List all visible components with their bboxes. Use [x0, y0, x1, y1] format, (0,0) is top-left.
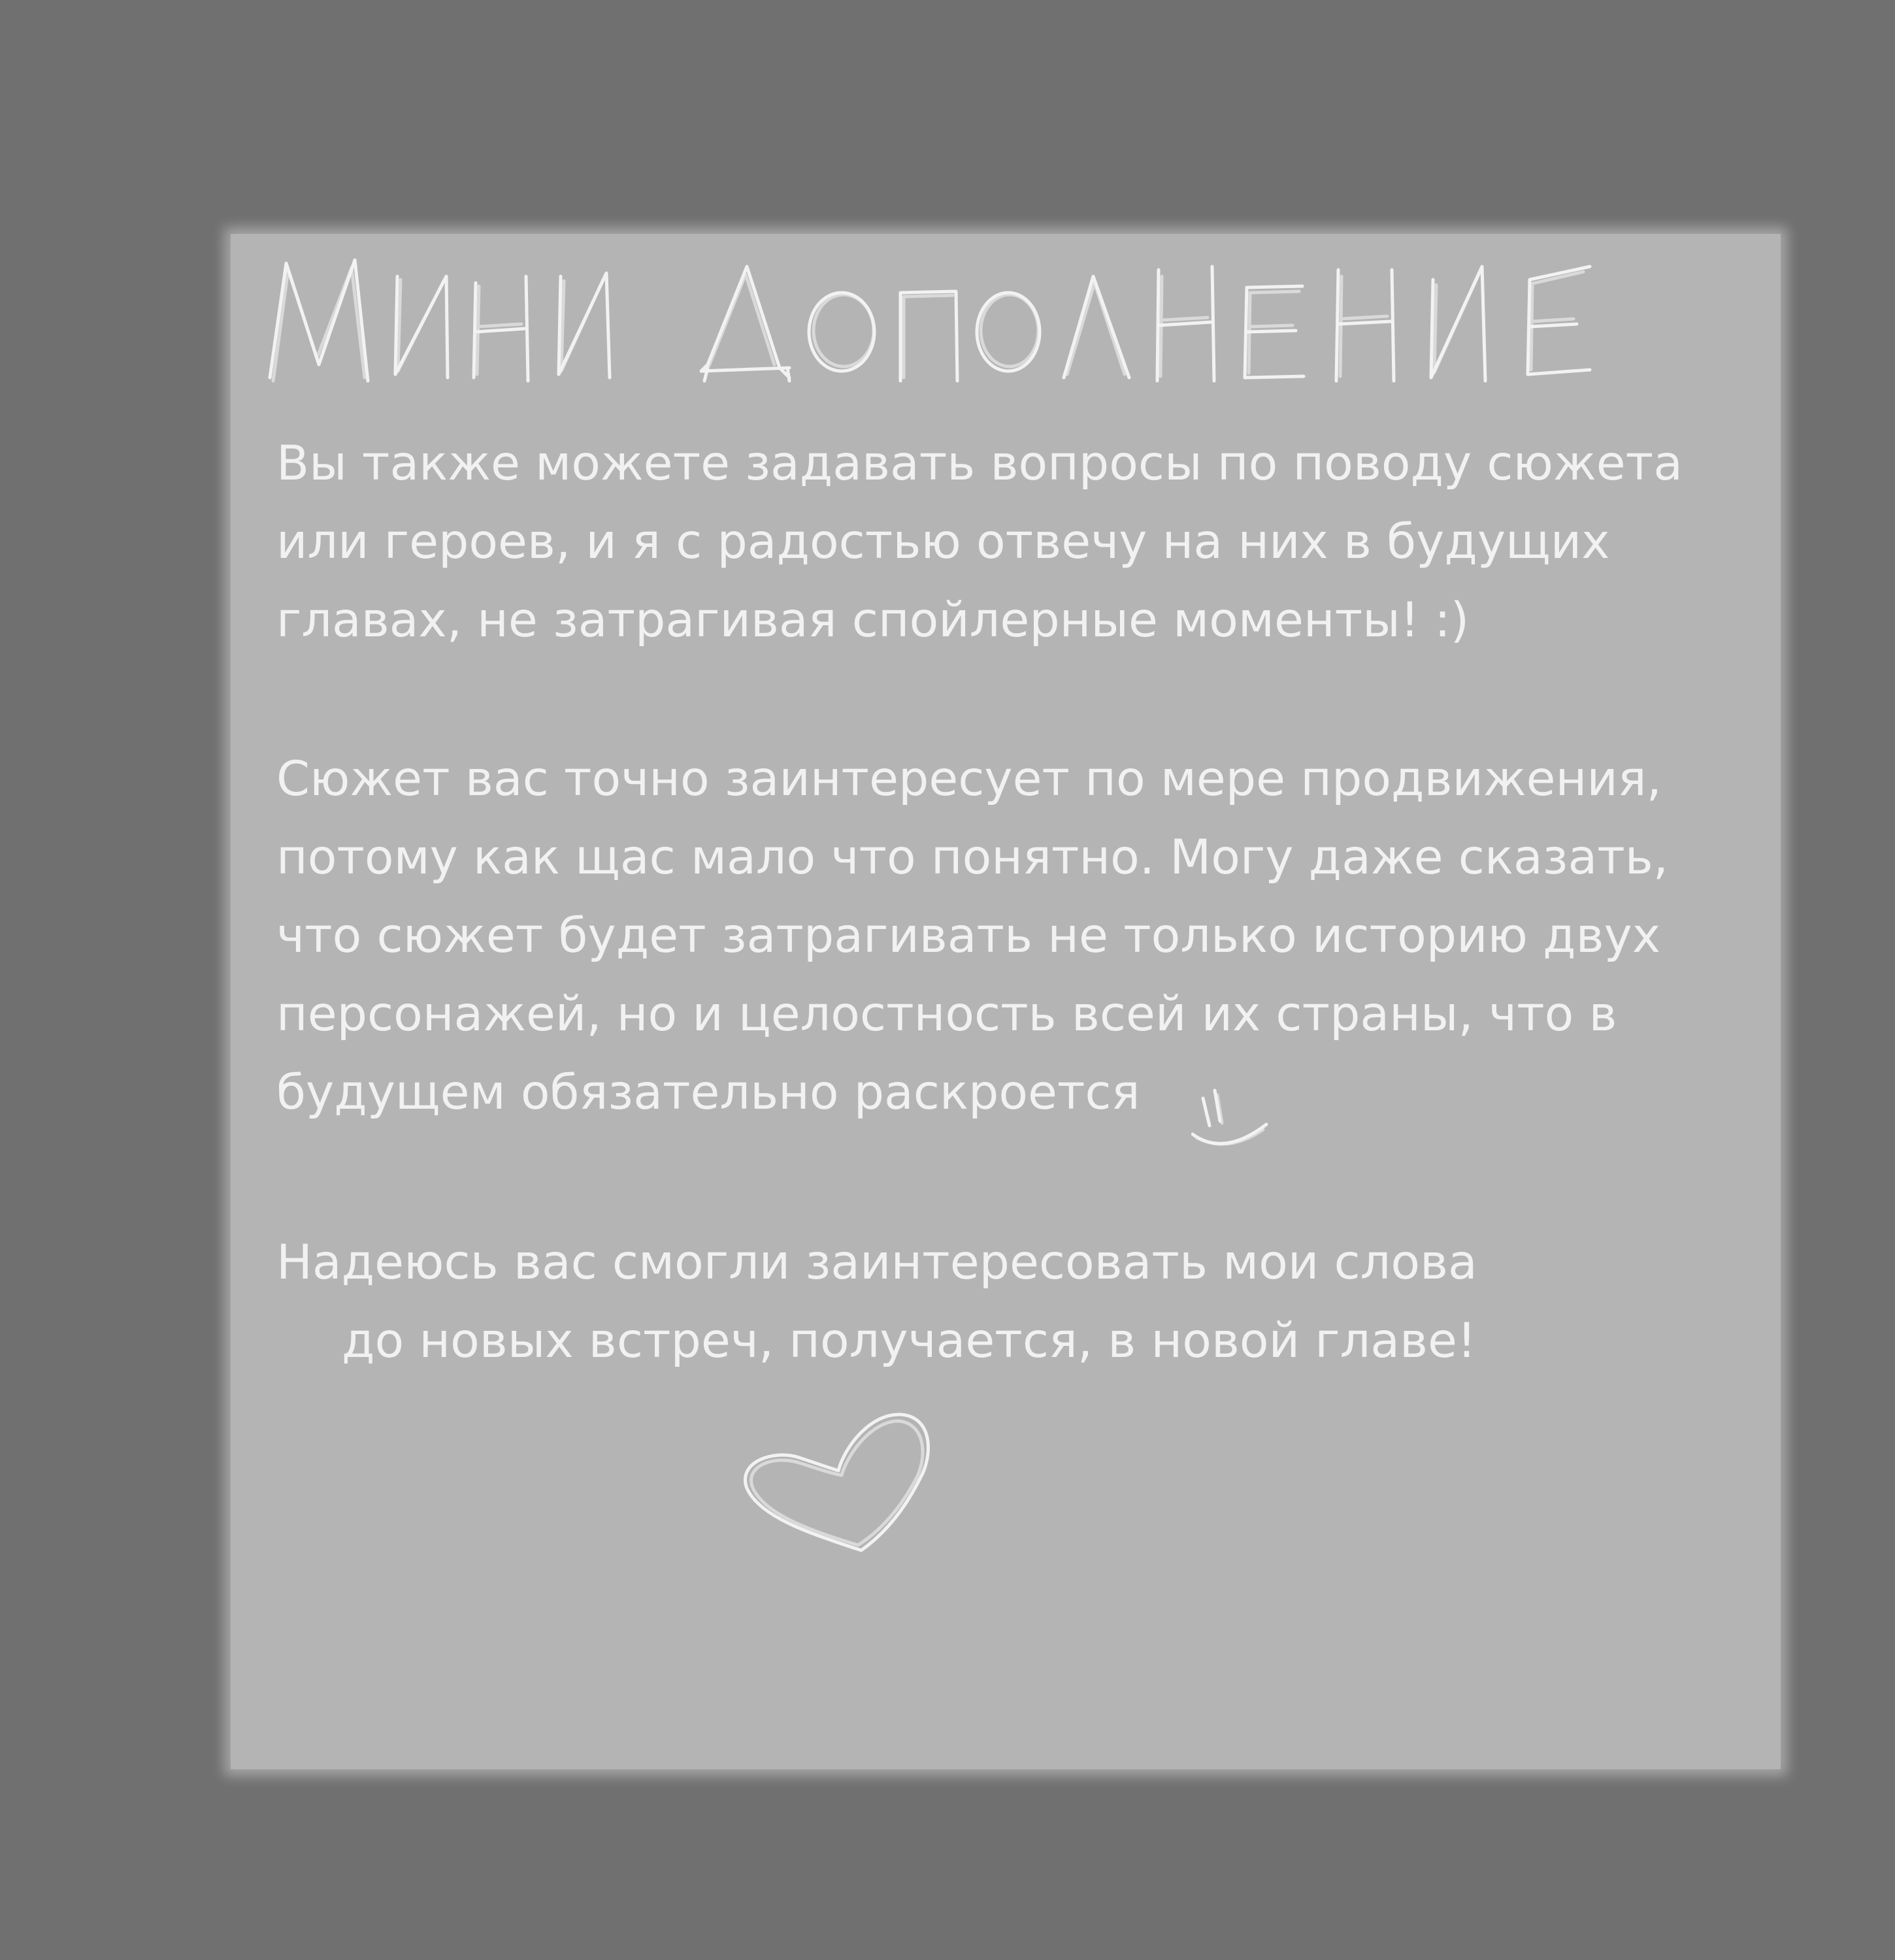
- text-line: Сюжет вас точно заинтересует по мере продвижения,: [276, 751, 1662, 807]
- text-line: будущем обязательно раскроется: [276, 1065, 1140, 1120]
- paragraph-plot: [276, 740, 1668, 1132]
- text-line: Надеюсь вас смогли заинтересовать мои слова: [276, 1235, 1477, 1290]
- paragraph-questions: [276, 425, 1683, 660]
- text-line: Вы также можете задавать вопросы по поводу сюжета: [276, 436, 1683, 491]
- text-line: до новых встреч, получается, в новой главе!: [342, 1313, 1477, 1369]
- text-line: или героев, и я с радостью отвечу на них в будущих: [276, 514, 1610, 570]
- text-line: персонажей, но и целостность всей их страны, что в: [276, 987, 1617, 1042]
- note-card: [231, 234, 1781, 1769]
- text-line: что сюжет будет затрагивать не только историю двух: [276, 908, 1661, 964]
- heart-doodle-icon: [734, 1407, 943, 1563]
- smiley-doodle-icon: [1191, 1072, 1289, 1157]
- page-title: [257, 237, 1603, 387]
- paragraph-farewell: [276, 1224, 1477, 1380]
- text-line: главах, не затрагивая спойлерные моменты! :): [276, 593, 1470, 648]
- text-line: потому как щас мало что понятно. Могу даже сказать,: [276, 830, 1668, 885]
